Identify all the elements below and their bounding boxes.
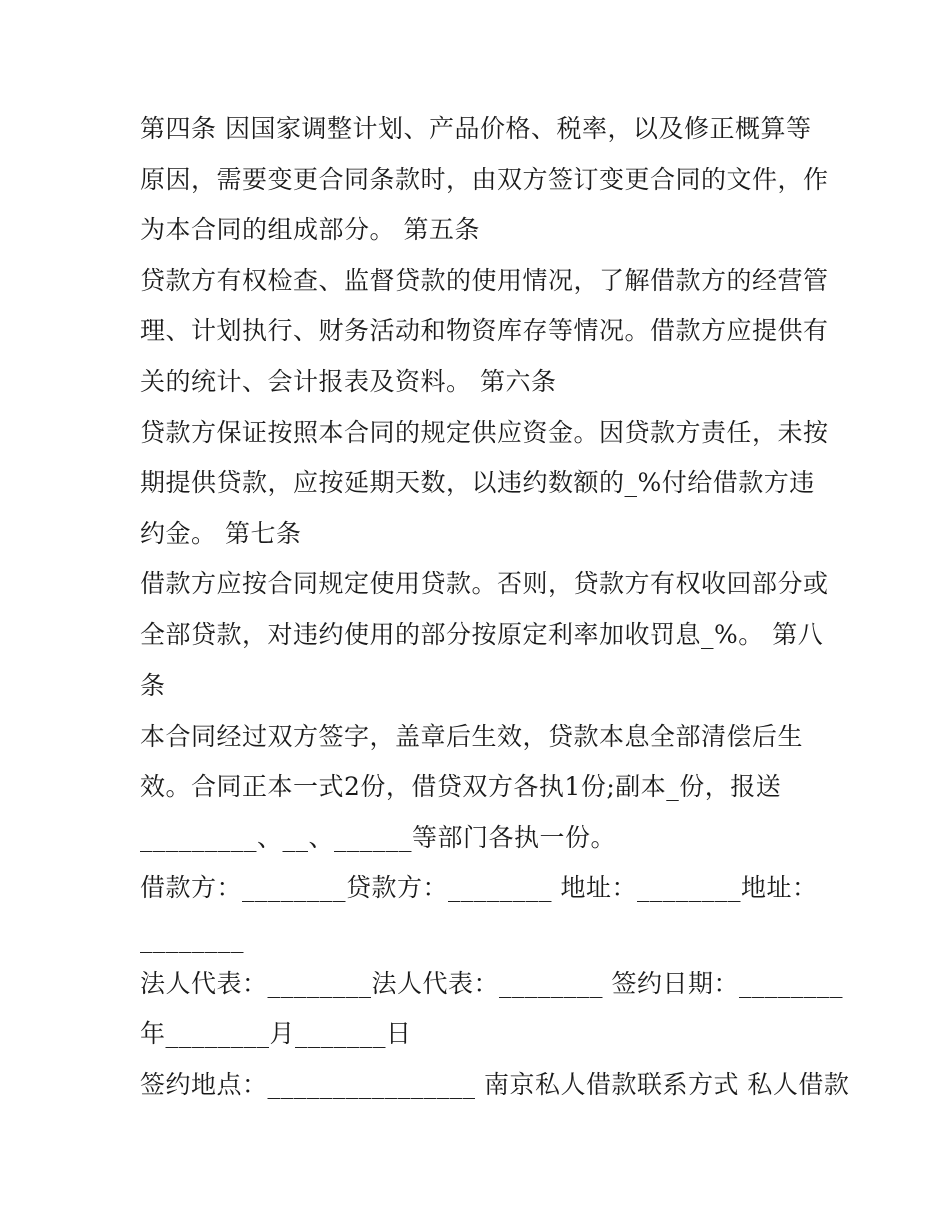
- text-line-10: 借款方应按合同规定使用贷款。否则，贷款方有权收回部分或: [140, 569, 829, 598]
- text-line-4: 贷款方有权检查、监督贷款的使用情况，了解借款方的经营管: [140, 266, 829, 295]
- text-line-7: 贷款方保证按照本合同的规定供应资金。因贷款方责任，未按: [140, 418, 829, 447]
- text-line-17: ________: [140, 924, 244, 953]
- text-line-1: 第四条 因国家调整计划、产品价格、税率，以及修正概算等: [140, 114, 812, 143]
- text-line-6: 关的统计、会计报表及资料。 第六条: [140, 367, 557, 396]
- text-line-13: 本合同经过双方签字，盖章后生效，贷款本息全部清偿后生: [140, 722, 804, 751]
- text-line-18: 法人代表：________法人代表：________ 签约日期：________: [140, 969, 843, 998]
- text-line-8: 期提供贷款，应按延期天数，以违约数额的_%付给借款方违: [140, 468, 815, 497]
- text-line-12: 条: [140, 671, 166, 700]
- text-line-2: 原因，需要变更合同条款时，由双方签订变更合同的文件，作: [140, 165, 829, 194]
- text-line-19: 年________月_______日: [140, 1019, 412, 1048]
- text-line-15: _________、__、______等部门各执一份。: [140, 823, 617, 852]
- text-line-9: 约金。 第七条: [140, 519, 302, 548]
- text-line-3: 为本合同的组成部分。 第五条: [140, 215, 480, 244]
- text-line-20: 签约地点：________________ 南京私人借款联系方式 私人借款: [140, 1070, 850, 1099]
- text-line-16: 借款方：________贷款方：________ 地址：________地址：: [140, 873, 818, 902]
- text-line-14: 效。合同正本一式2份，借贷双方各执1份;副本_份，报送: [140, 772, 782, 801]
- text-line-11: 全部贷款，对违约使用的部分按原定利率加收罚息_%。 第八: [140, 620, 824, 649]
- text-line-5: 理、计划执行、财务活动和物资库存等情况。借款方应提供有: [140, 316, 829, 345]
